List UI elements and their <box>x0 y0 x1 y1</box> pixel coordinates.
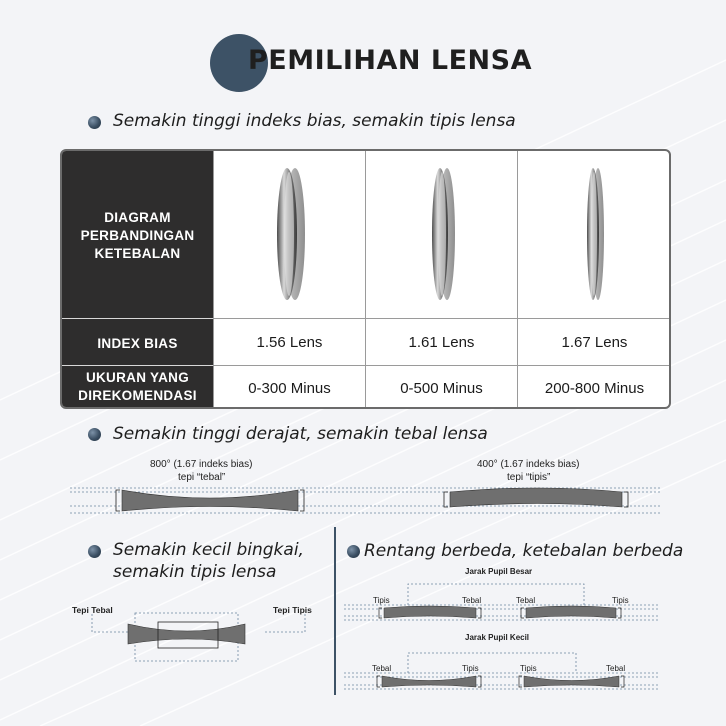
index-167: 1.67 Lens <box>561 333 628 351</box>
small-label-3: Tipis <box>520 664 537 673</box>
section3-heading-1: Semakin kecil bingkai, <box>113 540 304 560</box>
large-label-2: Tebal <box>462 596 482 605</box>
bullet-icon <box>88 428 101 441</box>
recommended-161: 0-500 Minus <box>400 379 483 397</box>
edge-thin-label: Tepi Tipis <box>273 605 312 615</box>
bullet-icon <box>88 116 101 129</box>
left-lens-label-2: tepi “tebal” <box>178 472 226 483</box>
lens-156-diagram <box>267 159 317 309</box>
small-label-2: Tipis <box>462 664 479 673</box>
right-lens-label-2: tepi “tipis” <box>507 472 551 483</box>
lens-167-diagram <box>577 159 617 309</box>
page-title: PEMILIHAN LENSA <box>248 45 532 76</box>
left-lens-label-1: 800° (1.67 indeks bias) <box>150 459 253 470</box>
section4-heading: Rentang berbeda, ketebalan berbeda <box>364 541 684 561</box>
edge-thick-label: Tepi Tebal <box>72 605 113 615</box>
row-header-diagram: DIAGRAM PERBANDINGAN KETEBALAN <box>80 209 195 262</box>
row-header-recommended: UKURAN YANG DIREKOMENDASI <box>78 369 197 403</box>
recommended-156: 0-300 Minus <box>248 379 331 397</box>
index-161: 1.61 Lens <box>408 333 475 351</box>
large-pupil-title: Jarak Pupil Besar <box>465 567 533 576</box>
right-lens-label-1: 400° (1.67 indeks bias) <box>477 459 580 470</box>
small-label-1: Tebal <box>372 664 392 673</box>
small-label-4: Tebal <box>606 664 626 673</box>
frame-size-diagram <box>80 608 320 668</box>
small-pupil-title: Jarak Pupil Kecil <box>465 633 530 642</box>
bullet-icon <box>88 545 101 558</box>
lens-comparison-table <box>60 149 671 409</box>
row-header-index: INDEX BIAS <box>97 335 178 351</box>
recommended-167: 200-800 Minus <box>544 379 645 397</box>
section2-heading: Semakin tinggi derajat, semakin tebal lensa <box>113 424 488 444</box>
section3-heading-2: semakin tipis lensa <box>113 562 277 582</box>
index-156: 1.56 Lens <box>256 333 323 351</box>
lens-161-diagram <box>422 159 468 309</box>
bullet-icon <box>347 545 360 558</box>
section1-heading: Semakin tinggi indeks bias, semakin tipis lensa <box>113 111 516 131</box>
large-label-3: Tebal <box>516 596 536 605</box>
large-label-1: Tipis <box>373 596 390 605</box>
lens-thickness-diagram <box>70 480 660 522</box>
section-divider <box>334 527 336 695</box>
large-label-4: Tipis <box>612 596 629 605</box>
